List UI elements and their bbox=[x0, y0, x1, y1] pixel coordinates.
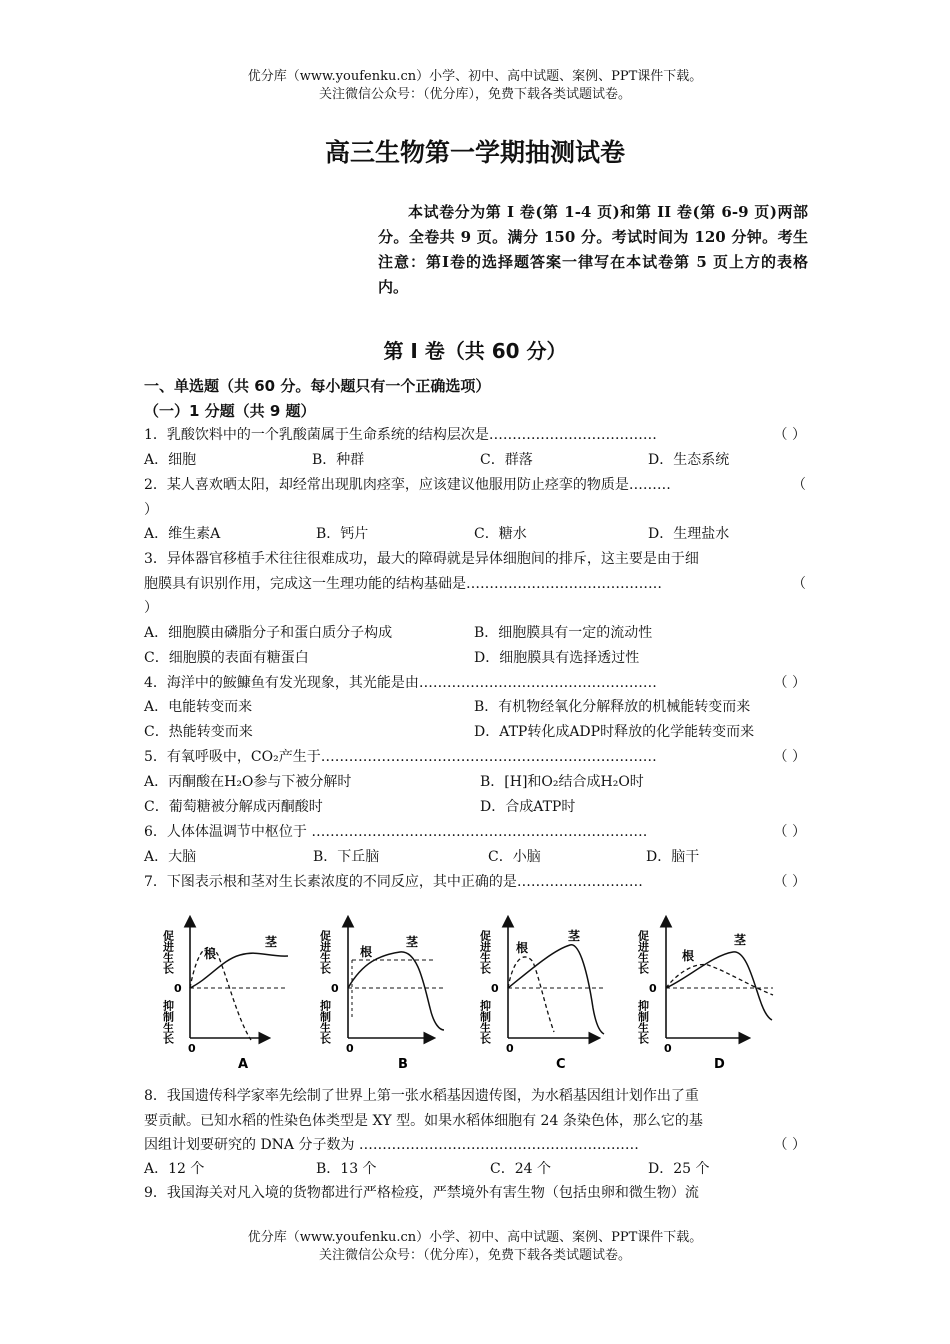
option-d: D．合成ATP时 bbox=[480, 799, 576, 815]
y-label-promote: 促进生长 bbox=[636, 930, 650, 974]
option-b: B．[H]和O₂结合成H₂O时 bbox=[480, 774, 644, 790]
question-9: 9．我国海关对凡入境的货物都进行严格检疫，严禁境外有害生物（包括虫卵和微生物）流 bbox=[144, 1185, 699, 1201]
footer-line-1: 优分库（www.youfenku.cn）小学、初中、高中试题、案例、PPT课件下载。 bbox=[247, 1230, 703, 1245]
question-7 bbox=[144, 872, 806, 892]
answer-blank-close: ） bbox=[144, 600, 158, 616]
option-b: B．钙片 bbox=[316, 526, 369, 542]
y-label-inhibit: 抑制生长 bbox=[636, 1000, 650, 1044]
section-heading: 一、单选题（共 60 分。每小题只有一个正确选项） bbox=[144, 377, 491, 395]
y-label-inhibit: 抑制生长 bbox=[478, 1000, 492, 1044]
zero-label: 0 bbox=[649, 982, 657, 995]
root-curve bbox=[508, 957, 554, 1032]
option-b: B．种群 bbox=[312, 452, 365, 468]
stem-curve bbox=[508, 945, 604, 1034]
question-8-line-3 bbox=[144, 1135, 806, 1155]
option-b: B．13 个 bbox=[316, 1161, 377, 1177]
option-d: D．生理盐水 bbox=[648, 526, 730, 542]
option-c: C．热能转变而来 bbox=[144, 724, 253, 740]
answer-blank-close: ） bbox=[144, 502, 158, 518]
option-d: D．25 个 bbox=[648, 1161, 710, 1177]
root-label: 根 bbox=[516, 941, 529, 955]
question-8-line-2: 要贡献。已知水稻的性染色体类型是 XY 型。如果水稻体细胞有 24 条染色体，那么它的基 bbox=[144, 1113, 703, 1129]
option-d: D．脑干 bbox=[646, 849, 700, 865]
panel-label: B bbox=[398, 1057, 408, 1072]
option-c: C．群落 bbox=[480, 452, 533, 468]
answer-blank: （ ） bbox=[773, 675, 806, 691]
figure-panel-c bbox=[479, 918, 607, 1072]
question-stem: 4．海洋中的鮟鱇鱼有发光现象，其光能是由…………………………………………… bbox=[144, 675, 657, 691]
header-line-2: 关注微信公众号：（优分库），免费下载各类试题试卷。 bbox=[318, 87, 631, 102]
option-a: A．维生素A bbox=[144, 526, 221, 542]
question-stem: 2．某人喜欢晒太阳，却经常出现肌肉痉挛，应该建议他服用防止痉挛的物质是……… bbox=[144, 477, 671, 493]
option-b: B．下丘脑 bbox=[313, 849, 380, 865]
answer-blank: （ ） bbox=[773, 749, 806, 765]
y-label-promote: 促进生长 bbox=[161, 930, 175, 974]
footer-line-2: 关注微信公众号：（优分库），免费下载各类试题试卷。 bbox=[318, 1248, 631, 1263]
option-d: D．细胞膜具有选择透过性 bbox=[474, 650, 640, 666]
y-label-inhibit: 抑制生长 bbox=[161, 1000, 175, 1044]
option-a: A．12 个 bbox=[144, 1161, 205, 1177]
question-3-line-2 bbox=[144, 574, 806, 594]
auxin-response-figure bbox=[148, 900, 788, 1075]
stem-label: 茎 bbox=[406, 935, 419, 949]
stem-label: 茎 bbox=[265, 935, 278, 949]
question-stem: 胞膜具有识别作用，完成这一生理功能的结构基础是…………………………………… bbox=[144, 576, 662, 592]
question-4 bbox=[144, 673, 806, 693]
question-stem: 1．乳酸饮料中的一个乳酸菌属于生命系统的结构层次是……………………………… bbox=[144, 427, 657, 443]
option-b: B．有机物经氧化分解释放的机械能转变而来 bbox=[474, 699, 751, 715]
origin-label: 0 bbox=[188, 1042, 196, 1055]
figure-panel-b bbox=[319, 918, 445, 1072]
answer-blank-open: （ bbox=[792, 576, 806, 592]
option-c: C．小脑 bbox=[488, 849, 541, 865]
origin-label: 0 bbox=[664, 1042, 672, 1055]
question-stem: 因组计划要研究的 DNA 分子数为 …………………………………………………… bbox=[144, 1137, 639, 1153]
header-line-1: 优分库（www.youfenku.cn）小学、初中、高中试题、案例、PPT课件下载。 bbox=[247, 69, 703, 84]
question-stem: 5．有氧呼吸中，CO₂产生于……………………………………………………………… bbox=[144, 749, 657, 765]
option-a: A．细胞膜由磷脂分子和蛋白质分子构成 bbox=[144, 625, 393, 641]
option-d: D．生态系统 bbox=[648, 452, 730, 468]
figure-panel-a bbox=[162, 918, 289, 1072]
stem-curve bbox=[348, 952, 444, 1030]
panel-label: C bbox=[556, 1057, 566, 1072]
question-2 bbox=[144, 475, 806, 495]
question-3-line-1: 3．异体器官移植手术往往很难成功，最大的障碍就是异体细胞间的排斥，这主要是由于细 bbox=[144, 551, 699, 567]
figure-panel-d bbox=[637, 918, 774, 1072]
zero-label: 0 bbox=[174, 982, 182, 995]
page-title: 高三生物第一学期抽测试卷 bbox=[324, 138, 625, 167]
answer-blank: （ ） bbox=[773, 1137, 806, 1153]
y-label-promote: 促进生长 bbox=[318, 930, 332, 974]
question-1 bbox=[144, 425, 806, 445]
panel-label: A bbox=[238, 1057, 249, 1072]
answer-blank-open: （ bbox=[792, 477, 806, 493]
root-label: 根 bbox=[360, 945, 373, 959]
option-c: C．糖水 bbox=[474, 526, 527, 542]
y-label-inhibit: 抑制生长 bbox=[318, 1000, 332, 1044]
panel-label: D bbox=[714, 1057, 725, 1072]
stem-label: 茎 bbox=[568, 929, 581, 943]
answer-blank: （ ） bbox=[773, 427, 806, 443]
option-a: A．大脑 bbox=[144, 849, 197, 865]
zero-label: 0 bbox=[491, 982, 499, 995]
subsection-heading: （一）1 分题（共 9 题） bbox=[144, 402, 316, 420]
zero-label: 0 bbox=[331, 982, 339, 995]
answer-blank: （ ） bbox=[773, 874, 806, 890]
option-c: C．葡萄糖被分解成丙酮酸时 bbox=[144, 799, 323, 815]
question-stem: 6．人体体温调节中枢位于 ……………………………………………………………… bbox=[144, 824, 648, 840]
option-a: A．细胞 bbox=[144, 452, 197, 468]
origin-label: 0 bbox=[346, 1042, 354, 1055]
root-curve bbox=[190, 947, 251, 1040]
stem-label: 茎 bbox=[734, 933, 747, 947]
root-label: 根 bbox=[204, 947, 217, 961]
option-c: C．24 个 bbox=[490, 1161, 551, 1177]
question-6 bbox=[144, 822, 806, 842]
option-c: C．细胞膜的表面有糖蛋白 bbox=[144, 650, 309, 666]
intro-paragraph: 本试卷分为第 I 卷(第 1-4 页)和第 II 卷(第 6-9 页)两部分。全卷共 9 页。满分 150 分。考试时间为 120 分钟。考生注意：第I卷的选择题答案一律写在本试卷第 5 页上方的表格内。 bbox=[378, 203, 808, 296]
question-5 bbox=[144, 747, 806, 767]
option-a: A．电能转变而来 bbox=[144, 699, 253, 715]
question-stem: 7．下图表示根和茎对生长素浓度的不同反应，其中正确的是……………………… bbox=[144, 874, 643, 890]
question-8-line-1: 8．我国遗传科学家率先绘制了世界上第一张水稻基因遗传图，为水稻基因组计划作出了重 bbox=[144, 1088, 699, 1104]
root-label: 根 bbox=[682, 949, 695, 963]
option-b: B．细胞膜具有一定的流动性 bbox=[474, 625, 653, 641]
origin-label: 0 bbox=[506, 1042, 514, 1055]
y-label-promote: 促进生长 bbox=[478, 930, 492, 974]
answer-blank: （ ） bbox=[773, 824, 806, 840]
part-title: 第 I 卷（共 60 分） bbox=[383, 339, 567, 363]
option-a: A．丙酮酸在H₂O参与下被分解时 bbox=[144, 774, 352, 790]
option-d: D．ATP转化成ADP时释放的化学能转变而来 bbox=[474, 724, 755, 740]
